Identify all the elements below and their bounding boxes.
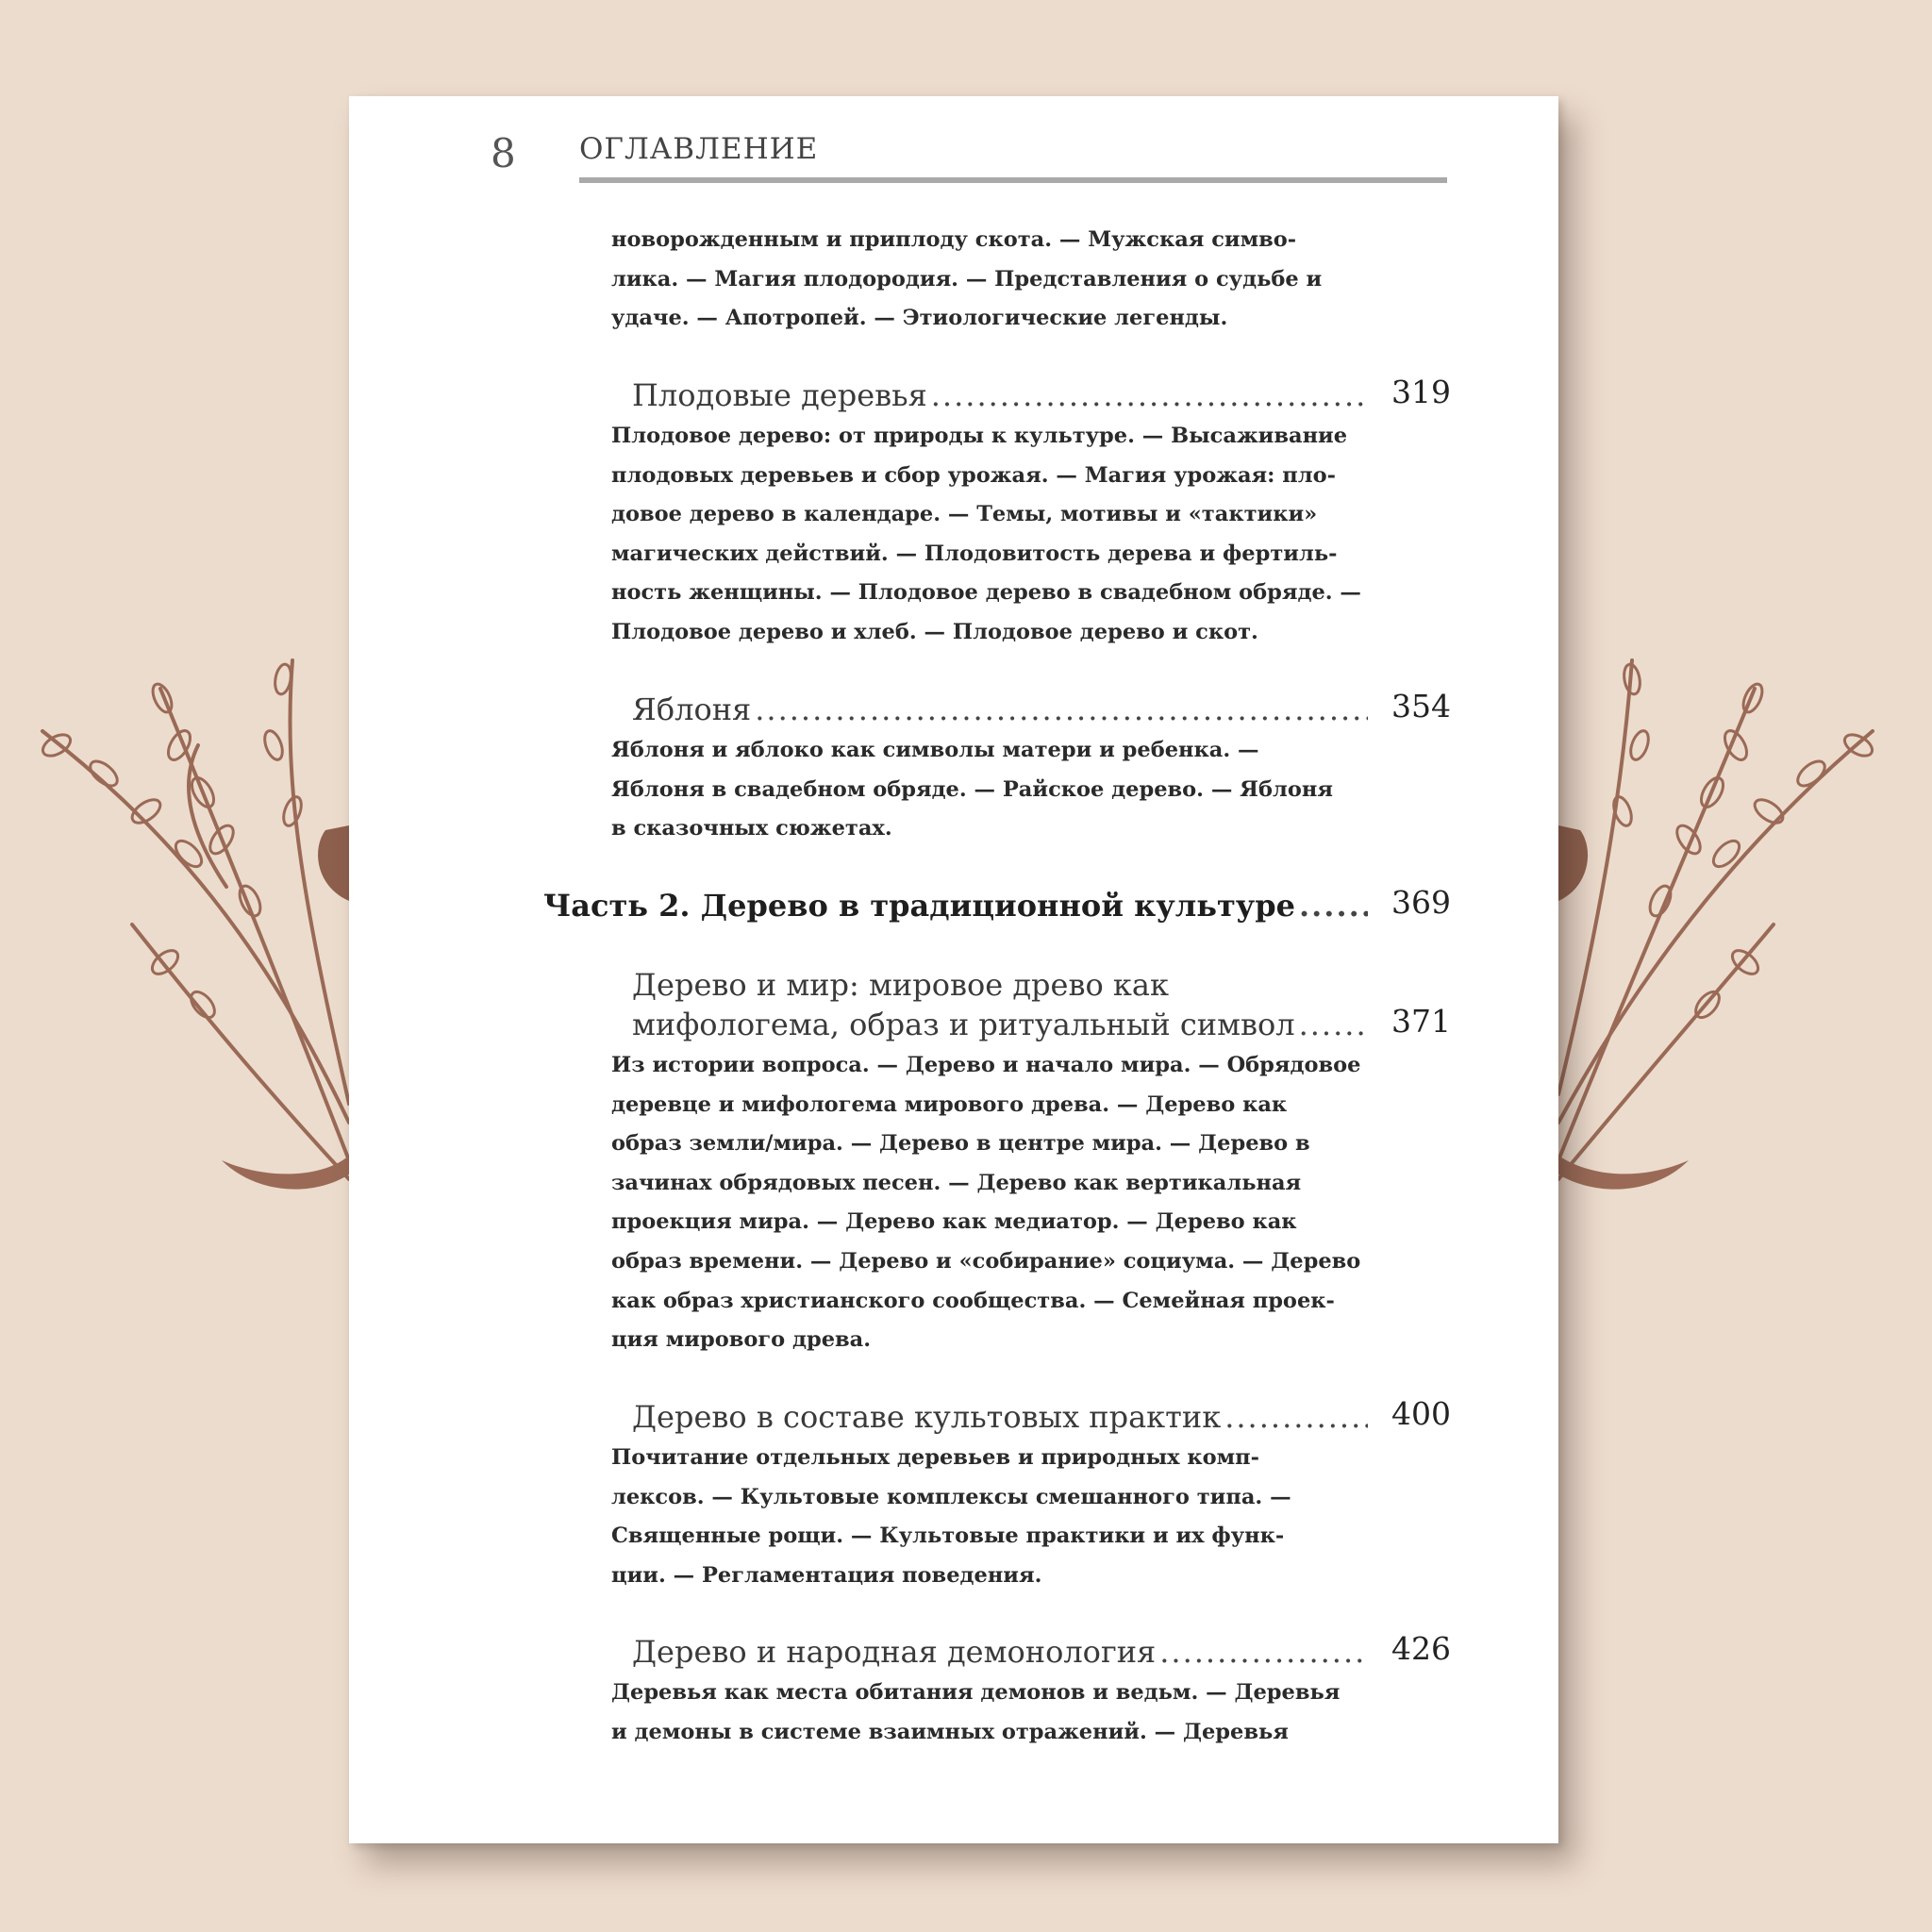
desc-line: новорожденным и приплоду скота. — Мужская симво-	[611, 227, 1297, 252]
desc-line: как образ христианского сообщества. — Семейная проек-	[611, 1288, 1335, 1313]
desc-line: образ времени. — Дерево и «собирание» социума. — Дерево	[611, 1248, 1361, 1274]
desc-line: Деревья как места обитания демонов и ведьм. — Деревья	[611, 1680, 1341, 1705]
toc-entry-description	[611, 731, 1355, 849]
desc-line: плодовых деревьев и сбор урожая. — Магия урожая: пло-	[611, 462, 1336, 488]
toc-entry-title[interactable]	[632, 1397, 1368, 1437]
toc-entry-description	[611, 1439, 1355, 1595]
header-rule	[579, 177, 1447, 183]
toc-entry-title[interactable]	[632, 690, 1368, 729]
desc-line: и демоны в системе взаимных отражений. — Деревья	[611, 1719, 1289, 1744]
page-header-title: ОГЛАВЛЕНИЕ	[579, 132, 819, 166]
desc-line: образ земли/мира. — Дерево в центре мира. — Дерево в	[611, 1131, 1310, 1157]
desc-line: Священные рощи. — Культовые практики и их функ-	[611, 1524, 1285, 1549]
desc-line: ность женщины. — Плодовое дерево в свадебном обряде. —	[611, 580, 1361, 606]
desc-line: магических действий. — Плодовитость дерева и фертиль-	[611, 541, 1338, 566]
toc-part-heading[interactable]	[543, 886, 1368, 925]
toc-entry-label: Яблоня	[632, 691, 755, 727]
toc-entry-label: мифологема, образ и ритуальный символ	[632, 1007, 1299, 1042]
toc-entry-label: Дерево в составе культовых практик	[632, 1399, 1224, 1435]
toc-entry-description	[611, 417, 1361, 653]
leader-dots	[1299, 888, 1368, 924]
toc-part-label: Часть 2. Дерево в традиционной культуре	[543, 888, 1299, 924]
desc-line: Яблоня в свадебном обряде. — Райское дерево. — Яблоня	[611, 776, 1333, 802]
leader-dots	[1299, 1007, 1368, 1042]
desc-line: довое дерево в календаре. — Темы, мотивы и «тактики»	[611, 502, 1318, 527]
intro-description	[611, 221, 1355, 339]
leader-dots	[1224, 1399, 1368, 1435]
leader-dots	[931, 377, 1368, 413]
toc-entry-description	[611, 1674, 1355, 1752]
desc-line: ция мирового древа.	[611, 1327, 872, 1353]
toc-entry-title[interactable]	[632, 1005, 1368, 1044]
desc-line: зачинах обрядовых песен. — Дерево как вертикальная	[611, 1170, 1302, 1195]
desc-line: Плодовое дерево и хлеб. — Плодовое дерево и скот.	[611, 619, 1258, 644]
desc-line: Плодовое дерево: от природы к культуре. — Высаживание	[611, 424, 1348, 448]
toc-entry-title-line1[interactable]: Дерево и мир: мировое древо как	[632, 967, 1169, 1003]
toc-entry-page: 319	[1391, 374, 1451, 410]
desc-line: Почитание отдельных деревьев и природных комп-	[611, 1445, 1259, 1470]
desc-line: проекция мира. — Дерево как медиатор. — Дерево как	[611, 1209, 1297, 1235]
desc-line: в сказочных сюжетах.	[611, 816, 892, 841]
page-number: 8	[491, 130, 516, 176]
toc-entry-title[interactable]	[632, 375, 1368, 415]
desc-line: Яблоня и яблоко как символы матери и ребенка. —	[611, 738, 1259, 762]
toc-entry-title[interactable]	[632, 1632, 1368, 1672]
toc-entry-page: 400	[1391, 1395, 1451, 1432]
desc-line: Из истории вопроса. — Дерево и начало мира. — Обрядовое	[611, 1053, 1361, 1077]
toc-entry-page: 371	[1391, 1003, 1451, 1040]
desc-line: лексов. — Культовые комплексы смешанного типа. —	[611, 1484, 1291, 1509]
toc-entry-description	[611, 1046, 1361, 1360]
toc-entry-label: Плодовые деревья	[632, 377, 931, 413]
desc-line: удаче. — Апотропей. — Этиологические легенды.	[611, 306, 1228, 331]
desc-line: лика. — Магия плодородия. — Представления о судьбе и	[611, 266, 1323, 291]
book-page	[349, 96, 1558, 1843]
leader-dots	[755, 691, 1368, 727]
toc-entry-page: 426	[1391, 1630, 1451, 1667]
desc-line: деревце и мифологема мирового древа. — Дерево как	[611, 1091, 1288, 1117]
toc-entry-label: Дерево и народная демонология	[632, 1634, 1159, 1670]
toc-entry-page: 369	[1391, 884, 1451, 921]
toc-entry-page: 354	[1391, 688, 1451, 724]
leader-dots	[1159, 1634, 1368, 1670]
desc-line: ции. — Регламентация поведения.	[611, 1562, 1042, 1588]
